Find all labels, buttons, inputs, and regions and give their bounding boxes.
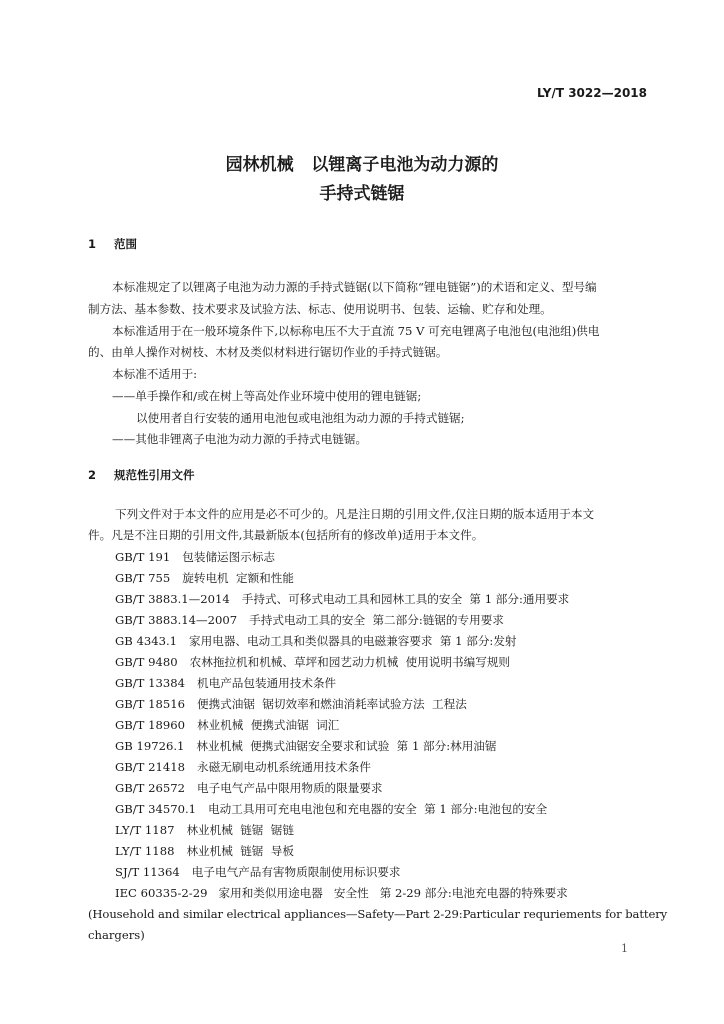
reference-code: GB/T 3883.14—2007 — [115, 613, 238, 627]
reference-title: 电子电气产品中限用物质的限量要求 — [197, 781, 383, 795]
standard-code: LY/T 3022—2018 — [536, 86, 647, 100]
reference-code: GB/T 9480 — [115, 655, 178, 669]
section-2-heading — [88, 467, 195, 483]
page-title-line-1: 园林机械 以锂离子电池为动力源的 — [225, 155, 499, 175]
reference-title: 包装储运图示标志 — [182, 550, 276, 564]
reference-code: GB/T 18516 — [115, 697, 185, 711]
iec-reference-line-3: chargers) — [88, 928, 145, 942]
scope-exclusion-item: ——其他非锂离子电池为动力源的手持式电链锯。 — [112, 432, 368, 446]
page-number: 1 — [621, 942, 628, 955]
scope-paragraph-3: 本标准不适用于: — [112, 367, 198, 381]
section-1-heading — [88, 236, 137, 252]
normative-intro-line-1: 下列文件对于本文件的应用是必不可少的。凡是注日期的引用文件,仅注日期的版本适用于本文 — [115, 507, 595, 521]
reference-title: 林业机械 链锯 锯链 — [186, 823, 294, 837]
reference-item — [115, 675, 336, 691]
section-title: 范围 — [114, 237, 137, 251]
scope-exclusion-item: ——单手操作和/或在树上等高处作业环境中使用的锂电链锯; — [112, 389, 422, 403]
reference-item — [115, 864, 401, 880]
reference-item — [115, 696, 467, 712]
reference-code: GB/T 18960 — [115, 718, 185, 732]
reference-code: GB/T 26572 — [115, 781, 185, 795]
reference-title: 林业机械 便携式油锯安全要求和试验 第 1 部分:林用油锯 — [196, 739, 497, 753]
scope-exclusion-item: 以使用者自行安装的通用电池包或电池组为动力源的手持式链锯; — [136, 411, 465, 425]
reference-title: 家用电器、电动工具和类似器具的电磁兼容要求 第 1 部分:发射 — [189, 634, 517, 648]
reference-title: 电动工具用可充电电池包和充电器的安全 第 1 部分:电池包的安全 — [208, 802, 548, 816]
reference-code: GB 4343.1 — [115, 634, 178, 648]
reference-title: 林业机械 链锯 导板 — [186, 844, 294, 858]
scope-paragraph-1-line-1: 本标准规定了以锂离子电池为动力源的手持式链锯(以下简称“锂电链锯”)的术语和定义、型号编 — [112, 280, 597, 294]
reference-title: 永磁无刷电动机系统通用技术条件 — [197, 760, 371, 774]
reference-code: GB/T 191 — [115, 550, 171, 564]
reference-item — [115, 591, 569, 607]
reference-item — [115, 822, 294, 838]
reference-title: 手持式、可移式电动工具和园林工具的安全 第 1 部分:通用要求 — [241, 592, 570, 606]
reference-item — [115, 843, 294, 859]
reference-item — [115, 612, 504, 628]
reference-item — [115, 759, 371, 775]
reference-title: 便携式油锯 锯切效率和燃油消耗率试验方法 工程法 — [197, 697, 467, 711]
reference-item — [115, 738, 496, 754]
reference-title: 旋转电机 定额和性能 — [182, 571, 294, 585]
reference-title: 林业机械 便携式油锯 词汇 — [197, 718, 340, 732]
iec-reference-line-1: IEC 60335-2-29 家用和类似用途电器 安全性 第 2-29 部分:电池充电器的特殊要求 — [115, 886, 568, 900]
scope-paragraph-1-line-2: 制方法、基本参数、技术要求及试验方法、标志、使用说明书、包装、运输、贮存和处理。 — [88, 302, 552, 316]
scope-paragraph-2-line-1: 本标准适用于在一般环境条件下,以标称电压不大于直流 75 V 可充电锂离子电池包(电池组)供电 — [112, 324, 600, 338]
section-number: 2 — [88, 468, 97, 482]
section-title: 规范性引用文件 — [114, 468, 195, 482]
reference-title: 手持式电动工具的安全 第二部分:链锯的专用要求 — [249, 613, 504, 627]
reference-item — [115, 633, 517, 649]
reference-code: GB/T 3883.1—2014 — [115, 592, 230, 606]
reference-code: GB/T 755 — [115, 571, 171, 585]
reference-code: SJ/T 11364 — [115, 865, 180, 879]
reference-title: 农林拖拉机和机械、草坪和园艺动力机械 使用说明书编写规则 — [189, 655, 511, 669]
reference-item — [115, 549, 275, 565]
reference-code: GB 19726.1 — [115, 739, 185, 753]
reference-item — [115, 717, 339, 733]
scope-paragraph-2-line-2: 的、由单人操作对树枝、木材及类似材料进行锯切作业的手持式链锯。 — [88, 345, 448, 359]
reference-code: GB/T 21418 — [115, 760, 185, 774]
reference-code: GB/T 13384 — [115, 676, 185, 690]
reference-title: 机电产品包装通用技术条件 — [197, 676, 337, 690]
reference-code: GB/T 34570.1 — [115, 802, 197, 816]
normative-intro-line-2: 件。凡是不注日期的引用文件,其最新版本(包括所有的修改单)适用于本文件。 — [88, 528, 484, 542]
reference-item — [115, 780, 383, 796]
reference-item — [115, 801, 547, 817]
reference-item — [115, 570, 294, 586]
page-title-line-2: 手持式链锯 — [319, 184, 405, 204]
reference-code: LY/T 1188 — [115, 844, 175, 858]
iec-reference-line-2: (Household and similar electrical appliances—Safety—Part 2-29:Particular requriements for battery — [88, 907, 668, 921]
reference-code: LY/T 1187 — [115, 823, 175, 837]
reference-item — [115, 654, 510, 670]
reference-title: 电子电气产品有害物质限制使用标识要求 — [191, 865, 401, 879]
section-number: 1 — [88, 237, 97, 251]
